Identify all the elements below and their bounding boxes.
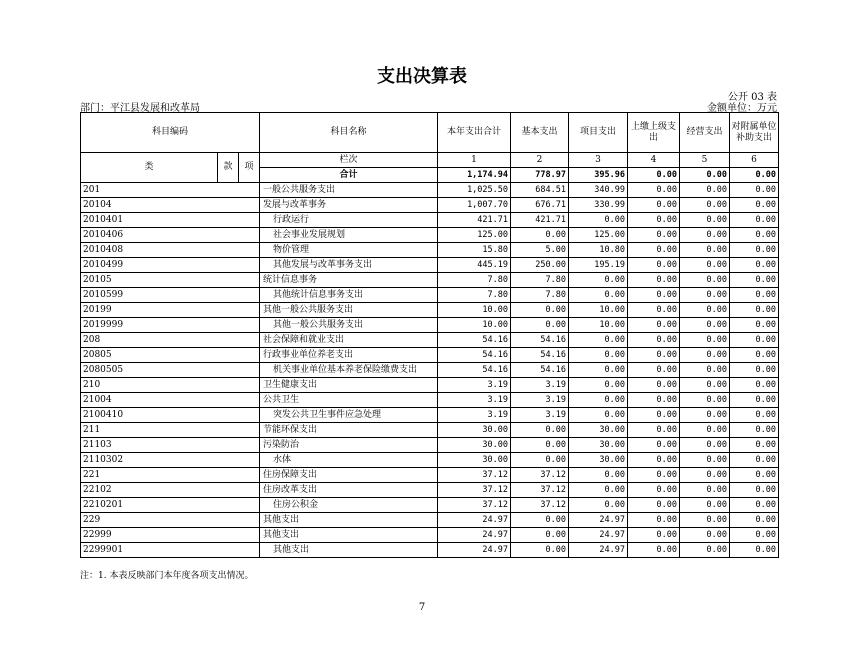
row-name: 行政运行 <box>260 213 438 228</box>
row-total: 24.97 <box>438 528 511 543</box>
row-basic: 0.00 <box>511 528 569 543</box>
row-upper: 0.00 <box>628 303 680 318</box>
row-code: 210 <box>81 378 260 393</box>
row-business: 0.00 <box>680 423 730 438</box>
table-row <box>81 543 779 558</box>
row-name: 其他支出 <box>260 543 438 558</box>
col-index-4: 4 <box>628 153 680 168</box>
row-name: 其他支出 <box>260 513 438 528</box>
row-project: 195.19 <box>569 258 628 273</box>
row-project: 330.99 <box>569 198 628 213</box>
row-code: 221 <box>81 468 260 483</box>
row-upper: 0.00 <box>628 498 680 513</box>
row-business: 0.00 <box>680 453 730 468</box>
row-total: 3.19 <box>438 408 511 423</box>
row-business: 0.00 <box>680 318 730 333</box>
col-xiang-header: 项 <box>239 153 260 183</box>
row-total: 10.00 <box>438 318 511 333</box>
row-total: 24.97 <box>438 543 511 558</box>
row-business: 0.00 <box>680 393 730 408</box>
row-subsidy: 0.00 <box>730 318 779 333</box>
row-name: 社会事业发展规划 <box>260 228 438 243</box>
row-name: 住房保障支出 <box>260 468 438 483</box>
total-project: 395.96 <box>569 168 628 183</box>
table-row <box>81 318 779 333</box>
row-subsidy: 0.00 <box>730 303 779 318</box>
table-row <box>81 438 779 453</box>
row-name: 突发公共卫生事件应急处理 <box>260 408 438 423</box>
row-name: 水体 <box>260 453 438 468</box>
row-name: 行政事业单位养老支出 <box>260 348 438 363</box>
col-upper-header: 上缴上级支出 <box>628 113 680 153</box>
lanci-label: 栏次 <box>260 153 438 168</box>
row-project: 30.00 <box>569 438 628 453</box>
row-subsidy: 0.00 <box>730 543 779 558</box>
row-subsidy: 0.00 <box>730 438 779 453</box>
row-project: 0.00 <box>569 363 628 378</box>
table-row <box>81 498 779 513</box>
row-project: 10.80 <box>569 243 628 258</box>
row-total: 125.00 <box>438 228 511 243</box>
row-total: 54.16 <box>438 363 511 378</box>
row-name: 污染防治 <box>260 438 438 453</box>
row-project: 0.00 <box>569 498 628 513</box>
row-basic: 684.51 <box>511 183 569 198</box>
row-subsidy: 0.00 <box>730 408 779 423</box>
row-business: 0.00 <box>680 498 730 513</box>
row-name: 机关事业单位基本养老保险缴费支出 <box>260 363 438 378</box>
row-project: 0.00 <box>569 483 628 498</box>
table-row <box>81 393 779 408</box>
department-label: 部门：平江县发展和改革局 <box>80 103 200 114</box>
row-project: 0.00 <box>569 213 628 228</box>
row-upper: 0.00 <box>628 423 680 438</box>
row-code: 20805 <box>81 348 260 363</box>
row-code: 2110302 <box>81 453 260 468</box>
row-total: 30.00 <box>438 423 511 438</box>
col-index-6: 6 <box>730 153 779 168</box>
row-upper: 0.00 <box>628 453 680 468</box>
row-total: 7.80 <box>438 288 511 303</box>
row-total: 1,007.70 <box>438 198 511 213</box>
row-upper: 0.00 <box>628 513 680 528</box>
row-business: 0.00 <box>680 378 730 393</box>
row-basic: 0.00 <box>511 318 569 333</box>
row-basic: 37.12 <box>511 468 569 483</box>
row-basic: 54.16 <box>511 348 569 363</box>
col-subsidy-header: 对附属单位补助支出 <box>730 113 779 153</box>
row-business: 0.00 <box>680 258 730 273</box>
row-name: 社会保障和就业支出 <box>260 333 438 348</box>
row-name: 其他一般公共服务支出 <box>260 318 438 333</box>
col-code-header: 科目编码 <box>81 113 260 153</box>
row-basic: 37.12 <box>511 483 569 498</box>
footnote: 注：1. 本表反映部门本年度各项支出情况。 <box>80 571 254 581</box>
col-index-2: 2 <box>511 153 569 168</box>
table-row <box>81 258 779 273</box>
row-subsidy: 0.00 <box>730 258 779 273</box>
row-business: 0.00 <box>680 183 730 198</box>
row-code: 2010499 <box>81 258 260 273</box>
row-subsidy: 0.00 <box>730 198 779 213</box>
row-subsidy: 0.00 <box>730 468 779 483</box>
row-basic: 3.19 <box>511 393 569 408</box>
row-code: 2100410 <box>81 408 260 423</box>
table-row <box>81 378 779 393</box>
row-upper: 0.00 <box>628 243 680 258</box>
row-name: 一般公共服务支出 <box>260 183 438 198</box>
row-business: 0.00 <box>680 303 730 318</box>
table-row <box>81 213 779 228</box>
row-code: 2299901 <box>81 543 260 558</box>
table-row <box>81 348 779 363</box>
row-project: 0.00 <box>569 378 628 393</box>
table-row <box>81 228 779 243</box>
row-subsidy: 0.00 <box>730 453 779 468</box>
row-code: 2010408 <box>81 243 260 258</box>
column-index-row <box>81 153 779 168</box>
row-total: 54.16 <box>438 348 511 363</box>
row-upper: 0.00 <box>628 288 680 303</box>
row-subsidy: 0.00 <box>730 528 779 543</box>
row-project: 30.00 <box>569 423 628 438</box>
row-subsidy: 0.00 <box>730 288 779 303</box>
table-row <box>81 483 779 498</box>
row-upper: 0.00 <box>628 258 680 273</box>
row-project: 0.00 <box>569 273 628 288</box>
table-row <box>81 468 779 483</box>
row-name: 物价管理 <box>260 243 438 258</box>
row-basic: 0.00 <box>511 543 569 558</box>
row-basic: 54.16 <box>511 333 569 348</box>
total-subsidy: 0.00 <box>730 168 779 183</box>
table-row <box>81 183 779 198</box>
row-total: 24.97 <box>438 513 511 528</box>
row-upper: 0.00 <box>628 183 680 198</box>
row-subsidy: 0.00 <box>730 378 779 393</box>
col-index-5: 5 <box>680 153 730 168</box>
row-upper: 0.00 <box>628 393 680 408</box>
row-name: 节能环保支出 <box>260 423 438 438</box>
row-project: 340.99 <box>569 183 628 198</box>
table-row <box>81 423 779 438</box>
row-basic: 7.80 <box>511 273 569 288</box>
row-name: 发展与改革事务 <box>260 198 438 213</box>
row-project: 24.97 <box>569 528 628 543</box>
row-subsidy: 0.00 <box>730 363 779 378</box>
unit-label: 金额单位：万元 <box>707 103 777 114</box>
row-total: 3.19 <box>438 378 511 393</box>
row-name: 卫生健康支出 <box>260 378 438 393</box>
row-business: 0.00 <box>680 438 730 453</box>
table-body <box>81 183 779 558</box>
row-basic: 0.00 <box>511 423 569 438</box>
row-upper: 0.00 <box>628 438 680 453</box>
row-business: 0.00 <box>680 288 730 303</box>
row-subsidy: 0.00 <box>730 498 779 513</box>
row-basic: 0.00 <box>511 303 569 318</box>
total-basic: 778.97 <box>511 168 569 183</box>
row-business: 0.00 <box>680 348 730 363</box>
row-business: 0.00 <box>680 273 730 288</box>
row-code: 2080505 <box>81 363 260 378</box>
row-project: 30.00 <box>569 453 628 468</box>
row-total: 3.19 <box>438 393 511 408</box>
row-code: 2010401 <box>81 213 260 228</box>
total-business: 0.00 <box>680 168 730 183</box>
row-project: 0.00 <box>569 348 628 363</box>
row-code: 21004 <box>81 393 260 408</box>
row-business: 0.00 <box>680 483 730 498</box>
row-business: 0.00 <box>680 513 730 528</box>
row-upper: 0.00 <box>628 273 680 288</box>
table-row <box>81 513 779 528</box>
row-total: 445.19 <box>438 258 511 273</box>
table-row <box>81 453 779 468</box>
row-code: 2019999 <box>81 318 260 333</box>
row-business: 0.00 <box>680 468 730 483</box>
row-code: 211 <box>81 423 260 438</box>
row-subsidy: 0.00 <box>730 483 779 498</box>
row-business: 0.00 <box>680 333 730 348</box>
row-basic: 421.71 <box>511 213 569 228</box>
table-row <box>81 333 779 348</box>
row-name: 统计信息事务 <box>260 273 438 288</box>
row-basic: 676.71 <box>511 198 569 213</box>
row-total: 421.71 <box>438 213 511 228</box>
row-code: 208 <box>81 333 260 348</box>
col-index-1: 1 <box>438 153 511 168</box>
row-basic: 37.12 <box>511 498 569 513</box>
col-basic-header: 基本支出 <box>511 113 569 153</box>
row-code: 22999 <box>81 528 260 543</box>
row-upper: 0.00 <box>628 318 680 333</box>
row-basic: 3.19 <box>511 378 569 393</box>
row-basic: 5.00 <box>511 243 569 258</box>
col-lei-header: 类 <box>81 153 218 183</box>
row-business: 0.00 <box>680 363 730 378</box>
row-name: 住房公积金 <box>260 498 438 513</box>
row-business: 0.00 <box>680 228 730 243</box>
row-subsidy: 0.00 <box>730 273 779 288</box>
row-project: 0.00 <box>569 393 628 408</box>
col-name-header: 科目名称 <box>260 113 438 153</box>
row-code: 229 <box>81 513 260 528</box>
row-total: 7.80 <box>438 273 511 288</box>
row-upper: 0.00 <box>628 378 680 393</box>
table-row <box>81 273 779 288</box>
row-total: 1,025.50 <box>438 183 511 198</box>
row-total: 54.16 <box>438 333 511 348</box>
row-total: 30.00 <box>438 453 511 468</box>
row-subsidy: 0.00 <box>730 213 779 228</box>
expenditure-table <box>80 112 779 558</box>
row-code: 2010406 <box>81 228 260 243</box>
row-subsidy: 0.00 <box>730 228 779 243</box>
row-total: 37.12 <box>438 468 511 483</box>
table-row <box>81 363 779 378</box>
row-basic: 3.19 <box>511 408 569 423</box>
row-name: 其他统计信息事务支出 <box>260 288 438 303</box>
row-upper: 0.00 <box>628 198 680 213</box>
row-upper: 0.00 <box>628 543 680 558</box>
row-code: 22102 <box>81 483 260 498</box>
table-row <box>81 198 779 213</box>
row-upper: 0.00 <box>628 348 680 363</box>
row-total: 37.12 <box>438 483 511 498</box>
total-label: 合计 <box>260 168 438 183</box>
row-name: 其他支出 <box>260 528 438 543</box>
row-total: 37.12 <box>438 498 511 513</box>
row-business: 0.00 <box>680 243 730 258</box>
row-subsidy: 0.00 <box>730 423 779 438</box>
page-number: 7 <box>418 602 426 613</box>
table-row <box>81 243 779 258</box>
row-project: 10.00 <box>569 318 628 333</box>
row-code: 2210201 <box>81 498 260 513</box>
row-basic: 7.80 <box>511 288 569 303</box>
col-total-header: 本年支出合计 <box>438 113 511 153</box>
row-project: 24.97 <box>569 543 628 558</box>
row-business: 0.00 <box>680 543 730 558</box>
row-basic: 0.00 <box>511 228 569 243</box>
table-row <box>81 288 779 303</box>
row-name: 公共卫生 <box>260 393 438 408</box>
row-upper: 0.00 <box>628 468 680 483</box>
col-index-3: 3 <box>569 153 628 168</box>
row-basic: 0.00 <box>511 513 569 528</box>
row-subsidy: 0.00 <box>730 243 779 258</box>
row-subsidy: 0.00 <box>730 393 779 408</box>
row-upper: 0.00 <box>628 408 680 423</box>
row-basic: 54.16 <box>511 363 569 378</box>
row-project: 125.00 <box>569 228 628 243</box>
row-subsidy: 0.00 <box>730 513 779 528</box>
table-row <box>81 528 779 543</box>
table-row <box>81 303 779 318</box>
col-kuan-header: 款 <box>218 153 239 183</box>
row-basic: 250.00 <box>511 258 569 273</box>
row-total: 15.80 <box>438 243 511 258</box>
row-project: 0.00 <box>569 288 628 303</box>
row-upper: 0.00 <box>628 363 680 378</box>
row-code: 20104 <box>81 198 260 213</box>
row-name: 其他一般公共服务支出 <box>260 303 438 318</box>
row-business: 0.00 <box>680 408 730 423</box>
row-code: 20105 <box>81 273 260 288</box>
row-name: 其他发展与改革事务支出 <box>260 258 438 273</box>
row-code: 20199 <box>81 303 260 318</box>
row-project: 10.00 <box>569 303 628 318</box>
row-basic: 0.00 <box>511 453 569 468</box>
row-project: 0.00 <box>569 468 628 483</box>
row-business: 0.00 <box>680 528 730 543</box>
row-subsidy: 0.00 <box>730 348 779 363</box>
row-upper: 0.00 <box>628 528 680 543</box>
page-title: 支出决算表 <box>377 66 467 87</box>
row-subsidy: 0.00 <box>730 183 779 198</box>
row-total: 10.00 <box>438 303 511 318</box>
row-name: 住房改革支出 <box>260 483 438 498</box>
row-subsidy: 0.00 <box>730 333 779 348</box>
row-business: 0.00 <box>680 198 730 213</box>
row-upper: 0.00 <box>628 213 680 228</box>
row-upper: 0.00 <box>628 333 680 348</box>
col-business-header: 经营支出 <box>680 113 730 153</box>
row-total: 30.00 <box>438 438 511 453</box>
row-upper: 0.00 <box>628 483 680 498</box>
row-code: 2010599 <box>81 288 260 303</box>
row-upper: 0.00 <box>628 228 680 243</box>
table-row <box>81 408 779 423</box>
row-basic: 0.00 <box>511 438 569 453</box>
row-project: 0.00 <box>569 333 628 348</box>
table-tag: 公开 03 表 <box>727 92 777 103</box>
row-code: 21103 <box>81 438 260 453</box>
header-row <box>81 113 779 153</box>
row-project: 24.97 <box>569 513 628 528</box>
row-code: 201 <box>81 183 260 198</box>
total-upper: 0.00 <box>628 168 680 183</box>
col-project-header: 项目支出 <box>569 113 628 153</box>
row-project: 0.00 <box>569 408 628 423</box>
total-total: 1,174.94 <box>438 168 511 183</box>
row-business: 0.00 <box>680 213 730 228</box>
